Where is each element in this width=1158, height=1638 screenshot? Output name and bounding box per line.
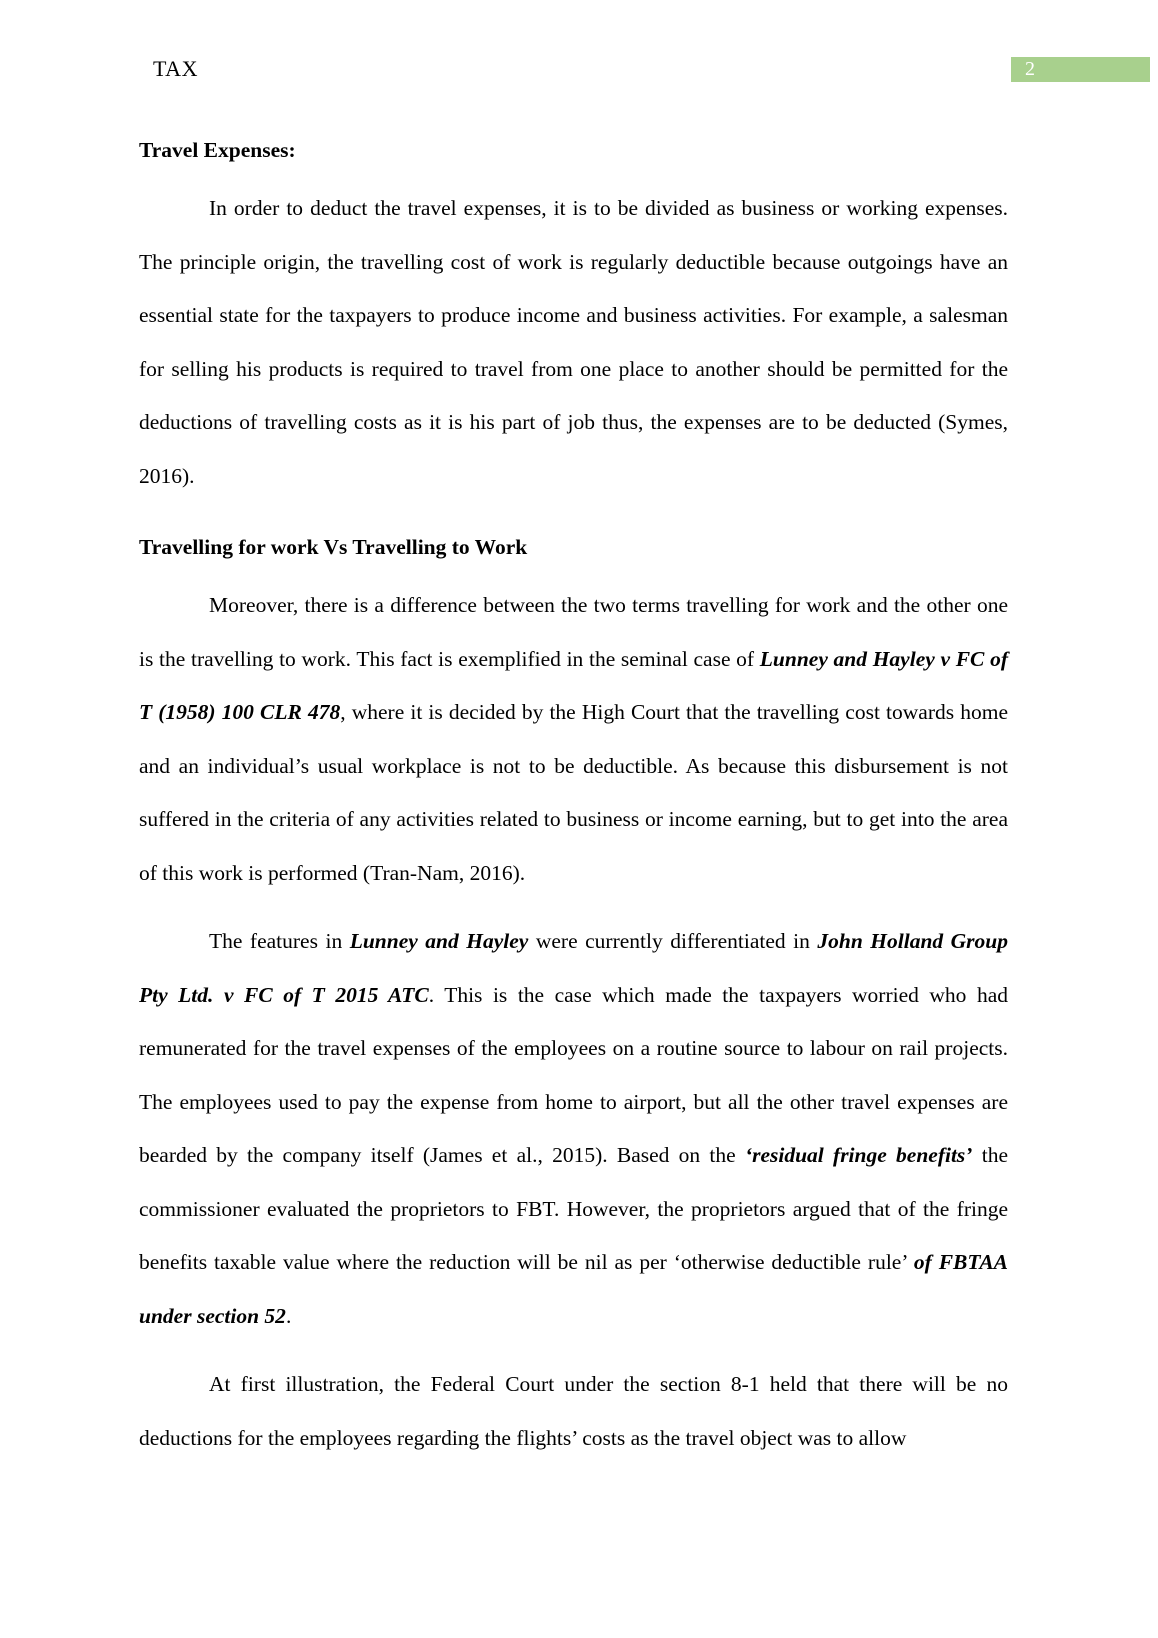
text-run: At first illustration, the Federal Court under the section 8-1 held that there will be no deductions for the employees regarding the flights’ costs as the travel object was to allow — [139, 1372, 1008, 1450]
text-run: . This is the case which made the taxpayers worried who had remunerated for the travel expenses of the employees on a routine source to labour on rail projects. The employees used to pay the expense from home to airport, but all the other travel expenses are bearded by the company itself (James et al., 2015). Based on the — [139, 982, 1008, 1167]
text-run: The features in — [209, 929, 350, 953]
case-reference-lunney: Lunney and Hayley — [349, 929, 529, 953]
paragraph-travel-expenses — [139, 182, 1008, 503]
text-run: . — [285, 1303, 292, 1328]
statute-reference-fbtaa: of FBTAA under section 52 — [139, 1250, 1008, 1328]
case-citation-lunney: Lunney and Hayley v FC of T (1958) 100 CLR 478 — [139, 646, 1008, 724]
page-number-bar — [1011, 57, 1150, 82]
section-heading-travelling-for-work: Travelling for work Vs Travelling to Work — [139, 535, 528, 559]
text-run: were currently differentiated in — [528, 929, 818, 953]
paragraph-difference — [139, 579, 1008, 900]
text-run: In order to deduct the travel expenses, it is to be divided as business or working expenses. The principle origin, the travelling cost of work is regularly deductible because outgoings have an essential state for the taxpayers to produce income and business activities. For example, a salesman for selling his products is required to travel from one place to another should be permitted for the deductions of travelling costs as it is his part of job thus, the expenses are to be deducted (Symes, 2016). — [139, 196, 1008, 488]
paragraph-features — [139, 915, 1008, 1343]
text-run: , where it is decided by the High Court that the travelling cost towards home and an individual’s usual workplace is not to be deductible. As because this disbursement is not suffered in the criteria of any activities related to business or income earning, but to get into the area of this work is performed (Tran-Nam, 2016). — [139, 700, 1008, 885]
paragraph-first-illustration — [139, 1358, 1008, 1465]
running-head: TAX — [153, 56, 198, 81]
text-run: the commissioner evaluated the proprietors to FBT. However, the proprietors argued that of the fringe benefits taxable value where the reduction will be nil as per ‘otherwise deductible rule’ — [139, 1143, 1008, 1274]
term-residual-fringe-benefits: ‘residual fringe benefits’ — [744, 1143, 973, 1167]
section-heading-travel-expenses: Travel Expenses: — [139, 138, 296, 162]
case-citation-john-holland: John Holland Group Pty Ltd. v FC of T 2015 ATC — [139, 929, 1009, 1007]
text-run: Moreover, there is a difference between the two terms travelling for work and the other one is the travelling to work. This fact is exemplified in the seminal case of — [139, 593, 1008, 671]
page-number: 2 — [1025, 58, 1035, 80]
document-body — [139, 130, 1008, 1465]
